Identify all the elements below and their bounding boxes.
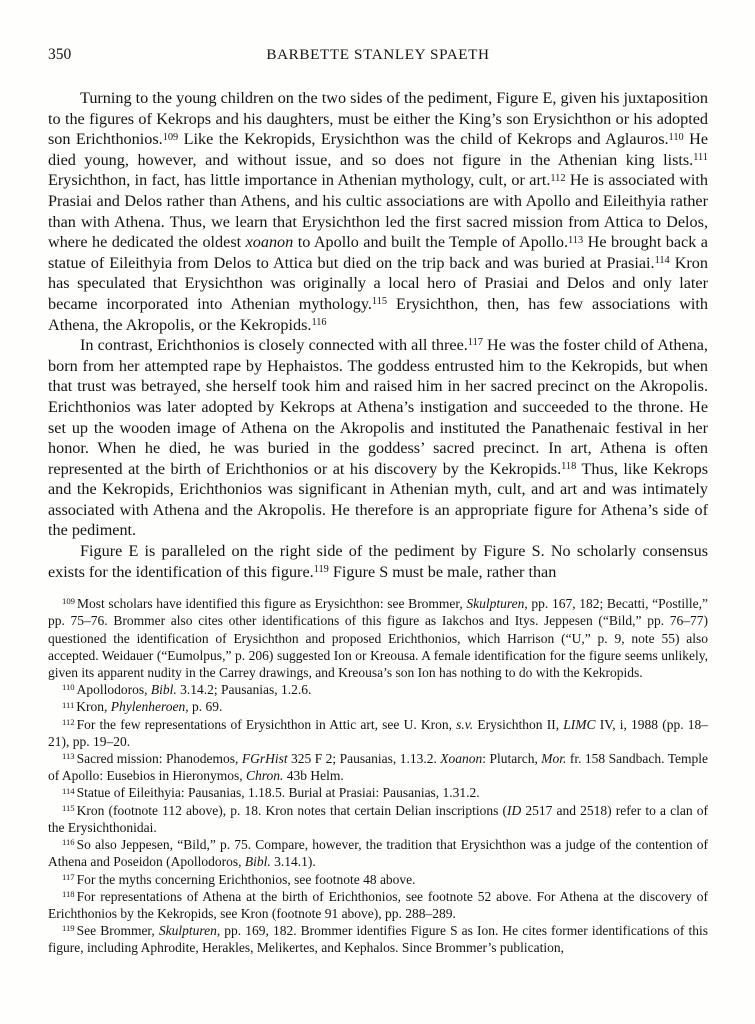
footnote-ref: 119 xyxy=(313,564,329,575)
text-segment: 2517 and 2518) refer to a clan of the Erysichthonidai. xyxy=(48,802,708,835)
text-segment: IV, i, 1988 (pp. 18–21), pp. 19–20. xyxy=(48,716,708,749)
text-segment: Like the Kekropids, Erysichthon was the child of Kekrops and Aglauros. xyxy=(178,130,669,149)
text-segment: Kron, xyxy=(76,699,111,715)
footnote-marker: 109 xyxy=(62,596,75,607)
text-segment: Erysichthon, then, has few associations with Athena, the Akropolis, or the Kekropids. xyxy=(48,294,708,334)
text-segment: He brought back a statue of Eileithyia from Delos to Attica but died on the trip back and was buried at Prasiai. xyxy=(48,233,708,272)
body-text xyxy=(48,88,708,582)
text-segment: Skulpturen xyxy=(466,596,525,612)
text-segment: Apollodoros, xyxy=(76,682,151,698)
text-segment: fr. 158 Sandbach. Temple of Apollo: Eusebios in Hieronymos, xyxy=(48,751,708,784)
text-segment: xoanon xyxy=(245,233,294,252)
text-segment: : Plutarch, xyxy=(482,751,542,767)
footnote-marker: 114 xyxy=(62,785,75,796)
footnote-ref: 116 xyxy=(311,316,327,328)
text-segment: Thus, like Kekrops and the Kekropids, Erichthonios was significant in Athenian myth, cult, and art and was intimately associated with Athena and the Akropolis. He therefore is an appropriate figure for Athena’s side of the pediment. xyxy=(48,459,708,540)
text-segment: 325 F 2; Pausanias, 1.13.2. xyxy=(287,751,441,767)
text-segment: He died young, however, and without issue, and so does not figure in the Athenian king lists. xyxy=(48,130,708,169)
text-segment: 3.14.1). xyxy=(270,854,316,870)
text-segment: He was the foster child of Athena, born from her attempted rape by Hephaistos. The goddess entrusted him to the Kekropids, but when that trust was betrayed, she herself took him and raised him in her sacred precinct on the Akropolis. Erichthonios was later adopted by Kekrops at Athena’s instigation and succeeded to the throne. He set up the wooden image of Athena on the Akropolis and instituted the Panathenaic festival in her honor. When he died, he was buried in the goddess’ sacred precinct. In art, Athena is often represented at the birth of Erichthonios or at his discovery by the Kekropids. xyxy=(48,336,708,478)
text-segment: For representations of Athena at the birth of Erichthonios, see footnote 52 above. For Athena at the discovery of Erichthonios by the Kekropids, see Kron (footnote 91 above), pp. 288–289. xyxy=(48,888,708,921)
footnote-113 xyxy=(48,750,708,784)
footnote-marker: 112 xyxy=(62,716,75,727)
footnotes-section xyxy=(48,595,708,956)
text-segment: FGrHist xyxy=(241,751,288,767)
text-segment: to Apollo and built the Temple of Apollo. xyxy=(293,233,569,252)
text-segment: Turning to the young children on the two sides of the pediment, Figure E, given his juxtaposition to the figures of Kekrops and his daughters, must be either the King’s son Erysichthon or his adopted son Erichthonios. xyxy=(48,89,708,149)
text-segment: See Brommer, xyxy=(76,923,159,939)
text-segment: Bibl. xyxy=(244,854,271,870)
footnote-ref: 118 xyxy=(561,461,577,473)
footnote-109 xyxy=(48,595,708,681)
text-segment: Most scholars have identified this figure as Erysichthon: see Brommer, xyxy=(76,596,467,612)
text-segment: , pp. 167, 182; Becatti, “Postille,” pp. 75–76. Brommer also cites other identifications of this figure as Iakchos and Itys. Jeppesen (“Bild,” pp. 76–77) questioned the identification of Erysichthon and proposed Erichthonios, which Harrison (“U,” p. 9, note 55) also accepted. Weidauer (“Eumolpus,” p. 206) suggested Ion or Kreousa. A female identification for the figure seems unlikely, given its apparent nudity in the Carrey drawings, and Kreousa’s son Ion has nothing to do with the Kekropids. xyxy=(48,596,708,681)
text-segment: Kron has speculated that Erysichthon was originally a local hero of Prasiai and Delos and only later became incorporated into Athenian mythology. xyxy=(48,253,708,313)
page-number: 350 xyxy=(48,46,72,63)
text-segment: For the myths concerning Erichthonios, see footnote 48 above. xyxy=(76,871,416,887)
text-segment: 43b Helm. xyxy=(283,768,344,784)
text-segment: He is associated with Prasiai and Delos rather than Athens, and his cultic associations are with Apollo and Eileithyia rather than with Athena. Thus, we learn that Erysichthon led the first sacred mission from Attica to Delos, where he dedicated the oldest xyxy=(48,171,708,252)
text-segment: Bibl. xyxy=(150,682,177,698)
text-segment: Figure S must be male, rather than xyxy=(328,562,557,581)
text-segment: Phylenheroen xyxy=(110,699,186,715)
text-segment: Sacred mission: Phanodemos, xyxy=(76,751,242,767)
text-segment: Xoanon xyxy=(440,751,483,767)
footnote-marker: 116 xyxy=(62,837,75,848)
footnote-111 xyxy=(48,698,708,715)
footnote-112 xyxy=(48,716,708,750)
text-segment: For the few representations of Erysichthon in Attic art, see U. Kron, xyxy=(76,716,457,732)
text-segment: LIMC xyxy=(563,716,596,732)
text-segment: So also Jeppesen, “Bild,” p. 75. Compare, however, the tradition that Erysichthon was a judge of the contention of Athena and Poseidon (Apollodoros, xyxy=(48,837,708,870)
footnote-marker: 113 xyxy=(62,751,75,762)
text-segment: Skulpturen xyxy=(158,923,217,939)
running-head-title: BARBETTE STANLEY SPAETH xyxy=(266,46,490,63)
text-segment: Chron. xyxy=(246,768,284,784)
text-segment: Erysichthon II, xyxy=(473,716,564,732)
footnote-ref: 117 xyxy=(467,337,483,349)
text-segment: , p. 69. xyxy=(185,699,223,715)
body-paragraph-2 xyxy=(48,335,708,541)
text-segment: , pp. 169, 182. Brommer identifies Figure S as Ion. He cites former identifications of this figure, including Aphrodite, Herakles, Melikertes, and Kephalos. Since Brommer’s publication, xyxy=(48,923,708,956)
footnote-119 xyxy=(48,922,708,956)
footnote-115 xyxy=(48,802,708,836)
footnote-marker: 119 xyxy=(62,923,75,934)
text-segment: In contrast, Erichthonios is closely connected with all three. xyxy=(80,336,468,355)
text-segment: Figure E is paralleled on the right side of the pediment by Figure S. No scholarly consensus exists for the identification of this figure. xyxy=(48,542,708,581)
body-paragraph-1 xyxy=(48,88,708,335)
text-segment: Erysichthon, in fact, has little importance in Athenian mythology, cult, or art. xyxy=(48,171,551,190)
text-segment: s.v. xyxy=(456,716,474,732)
footnote-marker: 117 xyxy=(62,871,75,882)
text-segment: Kron (footnote 112 above), p. 18. Kron notes that certain Delian inscriptions ( xyxy=(76,802,507,818)
footnote-ref: 110 xyxy=(668,131,684,143)
footnote-117 xyxy=(48,871,708,888)
footnote-ref: 111 xyxy=(693,152,708,164)
running-header xyxy=(48,46,708,66)
footnote-marker: 111 xyxy=(62,699,75,710)
footnote-ref: 113 xyxy=(568,234,584,246)
footnote-marker: 115 xyxy=(62,802,75,813)
footnote-ref: 112 xyxy=(550,172,566,184)
text-segment: Statue of Eileithyia: Pausanias, 1.18.5. Burial at Prasiai: Pausanias, 1.31.2. xyxy=(76,785,480,801)
footnote-118 xyxy=(48,888,708,922)
footnote-marker: 118 xyxy=(62,888,75,899)
text-segment: Mor. xyxy=(541,751,567,767)
footnote-ref: 114 xyxy=(654,255,670,267)
footnote-ref: 109 xyxy=(162,131,179,143)
footnote-110 xyxy=(48,681,708,698)
text-segment: 3.14.2; Pausanias, 1.2.6. xyxy=(176,682,312,698)
footnote-marker: 110 xyxy=(62,682,75,693)
body-paragraph-3 xyxy=(48,541,708,582)
footnote-116 xyxy=(48,836,708,870)
text-segment: ID xyxy=(507,802,522,818)
footnote-ref: 115 xyxy=(371,296,388,308)
footnote-114 xyxy=(48,784,708,801)
